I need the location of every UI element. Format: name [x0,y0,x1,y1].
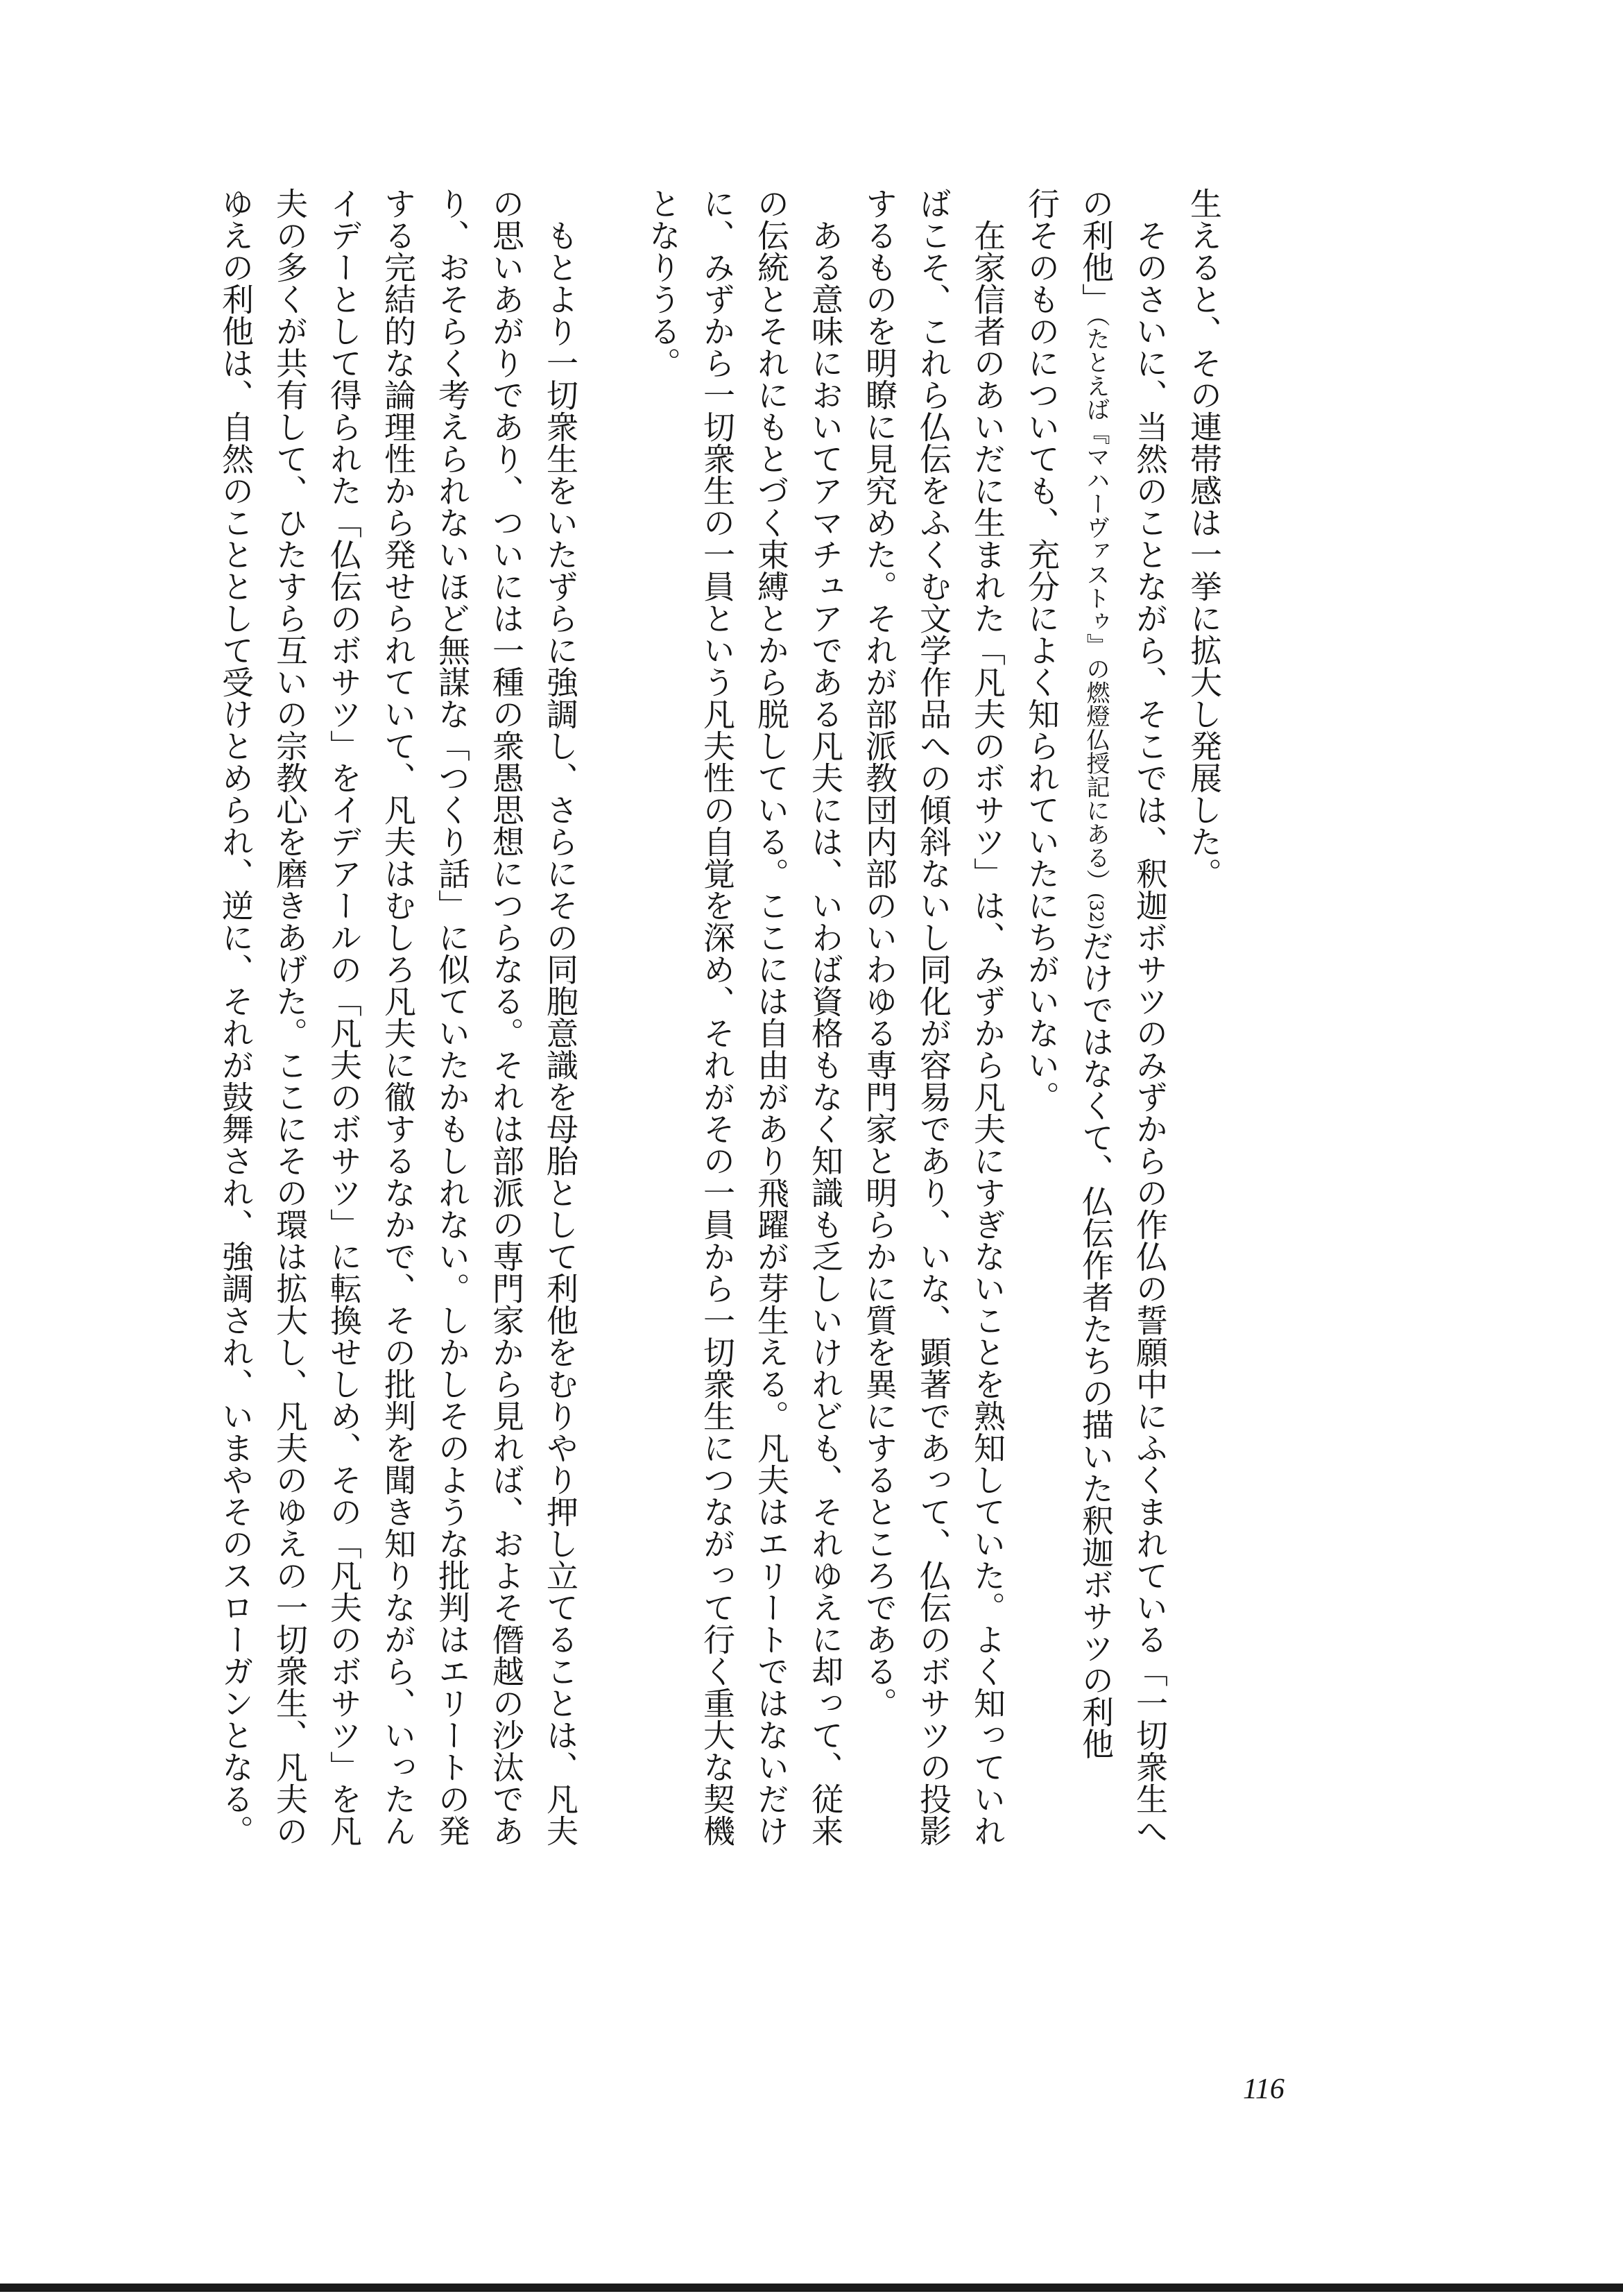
text-line: イデーとして得られた「仏伝のボサツ」をイデアールの「凡夫のボサツ」に転換せしめ、その「凡夫のボサツ」を凡 [325,187,363,1847]
text-line-segment: の利他」 [1077,187,1115,315]
text-line: ある意味においてアマチュアである凡夫には、いわば資格もなく知識も乏しいけれども、それゆえに却って、従来 [807,219,844,1847]
vertical-text-body [217,187,1231,1949]
footnote-marker: (32) [1085,893,1106,930]
text-line: ゆえの利他は、自然のこととして受けとめられ、逆に、それが鼓舞され、強調され、いまやそのスローガンとなる。 [217,187,255,1847]
text-line: 在家信者のあいだに生まれた「凡夫のボサツ」は、みずから凡夫にすぎないことを熟知していた。よく知っていれ [969,219,1006,1847]
text-line [1069,187,1123,1949]
text-line: 生えると、その連帯感は一挙に拡大し発展した。 [1185,187,1223,889]
text-line: そのさいに、当然のことながら、そこでは、釈迦ボサツのみずからの作仏の誓願中にふくまれている「一切衆生へ [1131,219,1169,1847]
text-line: 夫の多くが共有して、ひたすら互いの宗教心を磨きあげた。ここにその環は拡大し、凡夫のゆえの一切衆生、凡夫の [271,187,309,1847]
text-line: の思いあがりであり、ついには一種の衆愚思想につらなる。それは部派の専門家から見れば、およそ僭越の沙汰であ [488,187,525,1847]
text-line: する完結的な論理性から発せられていて、凡夫はむしろ凡夫に徹するなかで、その批判を聞き知りながら、いったん [379,187,417,1847]
page-number: 116 [1243,2073,1285,2105]
text-line: もとより一切衆生をいたずらに強調し、さらにその同胞意識を母胎として利他をむりやり押し立てることは、凡夫 [542,219,579,1847]
text-line: り、おそらく考えられないほど無謀な「つくり話」に似ていたかもしれない。しかしそのような批判はエリートの発 [433,187,471,1847]
parenthetical-note: （たとえば『マハーヴァストゥ』の燃燈仏授記にある） [1082,315,1110,893]
text-line: 行そのものについても、充分によく知られていたにちがいない。 [1023,187,1060,1113]
text-line: に、みずから一切衆生の一員という凡夫性の自覚を深め、それがその一員から一切衆生につながって行く重大な契機 [698,187,736,1847]
text-line: ばこそ、これら仏伝をふくむ文学作品への傾斜ないし同化が容易であり、いな、顕著であって、仏伝のボサツの投影 [915,187,952,1847]
text-line: となりうる。 [644,187,682,379]
text-line-segment: だけではなくて、仏伝作者たちの描いた釈迦ボサツの利他 [1077,929,1115,1760]
scan-edge-rule [0,2284,1623,2292]
text-line: の伝統とそれにもとづく束縛とから脱している。ここには自由があり飛躍が芽生える。凡夫はエリートではないだけ [753,187,790,1847]
text-line: するものを明瞭に見究めた。それが部派教団内部のいわゆる専門家と明らかに質を異にするところである。 [861,187,898,1719]
